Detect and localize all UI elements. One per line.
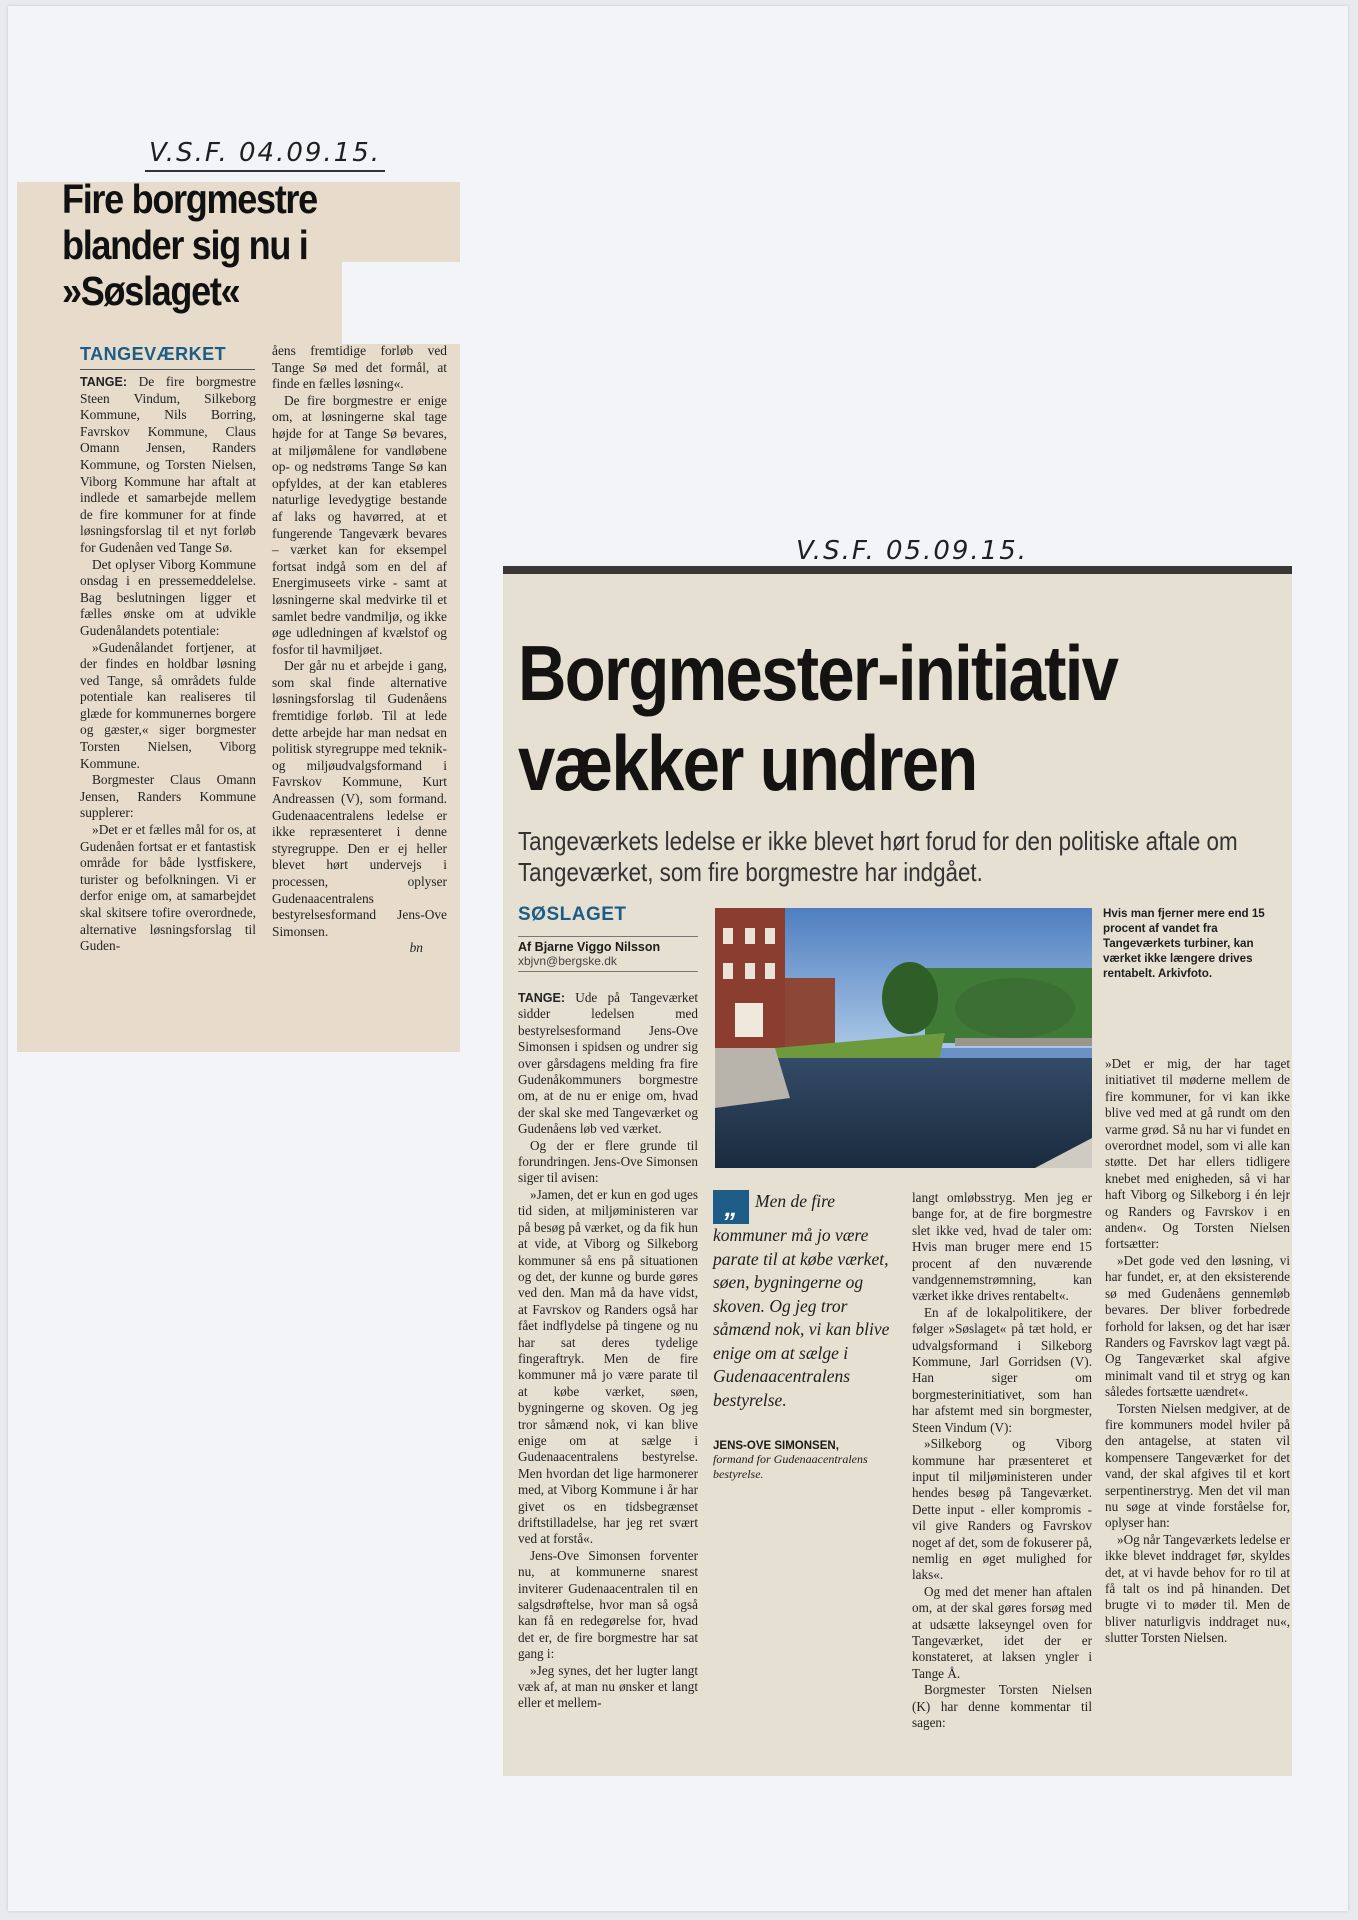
article1-column-2 [272,343,447,957]
paragraph: Og med det mener han aftalen om, at der skal gøres forsøg med at udsætte lakseyngel oven for Tangeværket, idet der er konstateret, at laksen yngler i Tange Å. [912,1583,1092,1681]
headline-line: Borgmester-initiativ [518,629,1118,717]
byline-email: xbjvn@bergske.dk [518,954,617,968]
pull-quote [713,1190,896,1412]
paragraph: Borgmester Torsten Nielsen (K) har denne kommentar til sagen: [912,1682,1092,1730]
paragraph: åens fremtidige forløb ved Tange Sø med det formål, at finde en fælles løsning«. [272,343,447,392]
article2-column-1 [518,990,698,1712]
paragraph: »Det er et fælles mål for os, at Gudenåen fortsat er et fantastisk område for både lystfiskere, turister og befolkningen. Vi er derfor enige om, at samarbejdet skal skitsere tofire overordnede, alternative løsningsforslag til Guden- [80,822,256,954]
clipping-top-rule [503,566,1292,574]
pull-quote-text: Men de fire kommuner må jo være parate til at købe værket, søen, bygningerne og skoven. Og jeg tror såmænd nok, vi kan blive enige om at sælge i Gudenaacentralens bestyrelse. [713,1191,890,1410]
article-photo-tangevaerket [715,908,1092,1168]
article2-kicker: SØSLAGET [518,904,627,925]
quote-mark-icon: „ [713,1190,749,1224]
paragraph: Borgmester Claus Omann Jensen, Randers Kommune supplerer: [80,772,256,821]
quote-name: JENS-OVE SIMONSEN, [713,1440,839,1452]
paragraph: »Silkeborg og Viborg kommune har præsenteret et input til miljøministeren under hendes besøg på Tangeværket. Dette input - eller kompromis - vil give Randers og Favrskov noget af det, som de fokuserer på, nemlig en øget mulighed for laks«. [912,1436,1092,1583]
paragraph: En af de lokalpolitikere, der følger »Søslaget« på tæt hold, er udvalgsformand i Silkeborg Kommune, Jarl Gorridsen (V). Han siger om borgmesterinitiativet, som han har afstemt med sin borgmester, Steen Vindum (V): [912,1304,1092,1435]
paragraph: »Det er mig, der har taget initiativet til møderne mellem de fire kommuner, for vi kan ikke blive ved med at gå rundt om den varme grød. Så nu har vi fundet en overordnet model, som vi alle kan støtte. Det har ellers tidligere knebet med enigheden, så vi har haft Viborg og Silkeborg i én lejr og Randers og Favrskov i en anden«. Og Torsten Nielsen fortsætter: [1105,1056,1290,1252]
article1-signature: bn [409,940,423,956]
pull-quote-attribution [713,1440,903,1482]
paragraph: langt omløbsstryg. Men jeg er bange for, at de fire borgmestre slet ikke ved, hvad de taler om: Hvis man bruger mere end 15 procent af den nuværende vandgennemstrømning, kan værket ikke drives rentabelt«. [912,1190,1092,1304]
article1-lead-label: TANGE: [80,375,127,389]
article2-headline [518,628,1117,808]
paragraph: Ude på Tangeværket sidder ledelsen med bestyrelsesformand Jens-Ove Simonsen i spidsen og undrer sig over gårsdagens melding fra fire Gudenåkommuners borgmestre om, at de nu er enige om, hvad der skal ske med Tangeværket og Gudenåens løb ved værket. [518,990,698,1137]
paragraph: Der går nu et arbejde i gang, som skal finde alternative løsningsforslag til Gudenåens fremtidige forløb. Til at lede dette arbejde har man nedsat en politisk styregruppe med teknik- og miljøudvalgsformand i Favrskov Kommune, Kurt Andreassen (V), som formand. Gudenaacentralens ledelse er ikke repræsenteret i denne styregruppe. Den er ej heller blevet hørt undervejs i processen, oplyser Gudenaacentralens bestyrelsesformand Jens-Ove Simonsen. [272,658,447,939]
article1-headline: Fire borgmestre blander sig nu i »Søslaget« [62,176,317,314]
paragraph: »Jeg synes, det her lugter langt væk af, at man nu ønsker et langt eller et mellem- [518,1662,698,1711]
paragraph: »Det gode ved den løsning, vi har fundet, er, at den eksisterende sø med Gudenåens gennemløb bevares. Der bliver forbedrede forhold for laksen, og det har især Randers og Favrskov lagt vægt på. Og Tangeværket skal afgive minimalt vand til et stryg og kan således fortsætte uændret«. [1105,1252,1290,1400]
article2-subhead: Tangeværkets ledelse er ikke blevet hørt forud for den politiske aftale om Tangeværket, som fire borgmestre har indgået. [518,826,1238,887]
article1-kicker: TANGEVÆRKET [80,344,255,370]
paragraph: De fire borgmestre er enige om, at løsningerne skal tage højde for at Tange Sø bevares, at miljømålene for vandløbene op- og nedstrøms Tange Sø kan opfyldes, at der kan etableres naturlige levedygtige bestande af laks og havørred, at et fungerende Tangeværk bevares – værket kan for eksempel fortsat indgå som en del af Energimuseets virke - samt at løsningerne skal medvirke til et samlet bedre vandmiljø, og ikke øge udledningen af kvælstof og fosfor til havmiljøet. [272,392,447,657]
quote-role: formand for Gudenaacentralens bestyrelse. [713,1452,868,1481]
byline-author: Af Bjarne Viggo Nilsson [518,940,661,954]
photo-caption: Hvis man fjerner mere end 15 procent af vandet fra Tangeværkets turbiner, kan værket ikke længere drives rentabelt. Arkivfoto. [1103,907,1265,980]
paragraph: Torsten Nielsen medgiver, at de fire kommuners model hviler på den antagelse, at staten vil kompensere Tangeværket for det vand, der skal afgives til et kort serpentinerstryg. Men det vil man nu søge at vinde forståelse for, oplyser han: [1105,1400,1290,1531]
article2-lead-label: TANGE: [518,991,565,1005]
article2-column-3 [1105,1056,1290,1647]
paragraph: »Og når Tangeværkets ledelse er ikke blevet inddraget før, skyldes det, at vi havde behov for ro til at få talt os ind på hinanden. Det brugte vi to møder til. Men de bliver naturligvis inddraget nu«, slutter Torsten Nielsen. [1105,1531,1290,1646]
paragraph: Det oplyser Viborg Kommune onsdag i en pressemeddelelse. Bag beslutningen ligger et fælles ønske om at udvikle Gudenålandets potentiale: [80,556,256,638]
paragraph: Jens-Ove Simonsen forventer nu, at kommunerne snarest inviterer Gudenaacentralen til en salgsdrøftelse, hvor man så også kan få en redegørelse for, hvad det er, de fire borgmestre har sat gang i: [518,1547,698,1662]
article1-column-1 [80,374,256,955]
paragraph: Og der er flere grunde til forundringen. Jens-Ove Simonsen siger til avisen: [518,1137,698,1186]
handwritten-date-1: V.S.F. 04.09.15. [145,138,385,172]
handwritten-date-2: V.S.F. 05.09.15. [796,536,1029,566]
paragraph: »Gudenålandet fortjener, at der findes en holdbar løsning ved Tange, så områdets fulde potentiale kan realiseres til glæde for kommunernes borgere og gæster,« siger borgmester Torsten Nielsen, Viborg Kommune. [80,639,256,771]
paragraph: »Jamen, det er kun en god uges tid siden, at miljøministeren var på besøg på værket, og da fik hun at vide, at Viborg og Silkeborg kommuner så ens på situationen og det, der kunne og burde gøres ved den. Man må da have vidst, at Favrskov og Randers også har fået indflydelse på tingene og nu har sat deres tydelige fingeraftryk. Men de fire kommuner må jo være parate til at købe værket, søen, bygningerne og skoven. Og jeg tror såmænd nok, vi kan blive enige om at sælge i Gudenaacentralens bestyrelse. Men hvordan det lige harmonerer med, at Viborg Kommune i år har givet os en tidsbegrænset driftstilladelse, har jeg ret svært ved at forstå«. [518,1186,698,1547]
article2-byline [518,936,698,972]
article2-column-2 [912,1190,1092,1731]
paragraph: De fire borgmestre Steen Vindum, Silkeborg Kommune, Nils Borring, Favrskov Kommune, Claus Omann Jensen, Randers Kommune, og Torsten Nielsen, Viborg Kommune har aftalt at indlede et samarbejde mellem de fire kommuner for at finde løsningsforslag til et nyt forløb for Gudenåen ved Tange Sø. [80,374,256,555]
headline-line: vækker undren [518,719,977,807]
